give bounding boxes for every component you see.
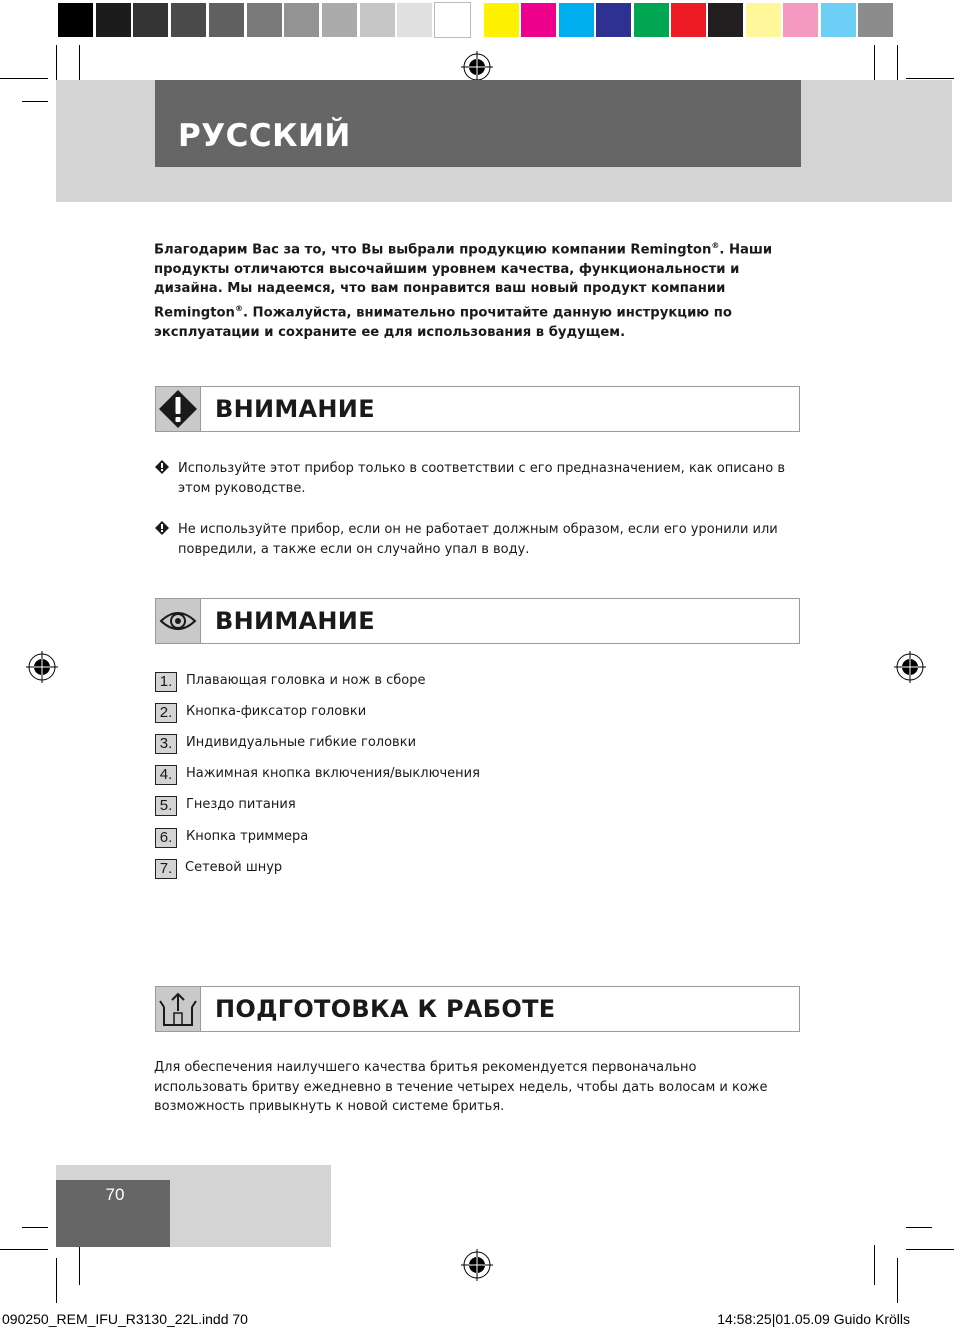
page-title: РУССКИЙ — [178, 118, 351, 154]
color-swatch — [634, 3, 669, 37]
warning-item — [155, 520, 795, 560]
slug-filename: 090250_REM_IFU_R3130_22L.indd 70 — [2, 1311, 248, 1327]
warning-text: Не используйте прибор, если он не работает должным образом, если его уронили или повредили, а также если он случайно упал в воду. — [178, 522, 778, 557]
warning-item — [155, 459, 795, 499]
part-label: Гнездо питания — [186, 797, 296, 812]
gray-swatch — [435, 3, 470, 37]
color-swatch — [671, 3, 706, 37]
part-label: Плавающая головка и нож в сборе — [186, 673, 426, 688]
part-number: 2. — [155, 703, 177, 723]
color-swatch — [484, 3, 519, 37]
registration-mark-right-icon — [894, 651, 926, 683]
color-swatch — [746, 3, 781, 37]
exclamation-icon — [156, 387, 201, 431]
part-number: 7. — [155, 859, 177, 879]
intro-text-1: Благодарим Вас за то, что Вы выбрали продукцию компании Remington — [154, 242, 712, 258]
part-label: Сетевой шнур — [185, 860, 283, 875]
page-number: 70 — [105, 1185, 125, 1204]
color-swatch — [783, 3, 818, 37]
gray-swatch — [133, 3, 168, 37]
gray-swatch — [247, 3, 282, 37]
prep-section-title: ПОДГОТОВКА К РАБОТЕ — [215, 995, 556, 1023]
warning-section-title: ВНИМАНИЕ — [215, 395, 375, 423]
gray-swatch — [360, 3, 395, 37]
color-swatch — [858, 3, 893, 37]
part-number: 3. — [155, 734, 177, 754]
warning-section-header — [155, 386, 800, 432]
part-number: 1. — [155, 672, 177, 692]
color-swatch — [521, 3, 556, 37]
gray-swatch — [58, 3, 93, 37]
registration-mark-top-icon — [461, 51, 493, 83]
unbox-icon — [156, 987, 201, 1031]
warning-text: Используйте этот прибор только в соответствии с его предназначением, как описано в этом руководстве. — [178, 461, 786, 496]
part-number: 6. — [155, 828, 177, 848]
prep-paragraph: Для обеспечения наилучшего качества бритья рекомендуется первоначально использовать бритву ежедневно в течение четырех недель, чтобы дать волосам и коже возможность привыкнуть к новой системе бритья. — [154, 1060, 768, 1114]
gray-swatch — [96, 3, 131, 37]
gray-swatch — [284, 3, 319, 37]
slug-timestamp: 14:58:25|01.05.09 Guido Krölls — [717, 1311, 910, 1327]
gray-swatch — [397, 3, 432, 37]
part-label: Индивидуальные гибкие головки — [186, 735, 417, 750]
gray-swatch — [171, 3, 206, 37]
part-label: Кнопка триммера — [186, 829, 309, 844]
prep-section-header — [155, 986, 800, 1032]
color-swatch — [708, 3, 743, 37]
registered-mark: ® — [234, 303, 243, 313]
parts-section-header — [155, 598, 800, 644]
color-swatch — [559, 3, 594, 37]
intro-text-2: . Наши продукты отличаются высочайшим уровнем качества, функциональности и дизайна. Мы надеемся, что вам понравится ваш новый продукт компании Remington — [154, 242, 773, 321]
part-number: 4. — [155, 765, 177, 785]
part-number: 5. — [155, 796, 177, 816]
warning-bullet-icon — [155, 460, 169, 474]
color-swatch — [821, 3, 856, 37]
registered-mark: ® — [711, 241, 720, 250]
parts-section-title: ВНИМАНИЕ — [215, 607, 375, 635]
gray-swatch — [209, 3, 244, 37]
registration-mark-bottom-icon — [461, 1249, 493, 1281]
intro-paragraph — [154, 236, 794, 342]
warning-bullet-icon — [155, 521, 169, 535]
part-label: Нажимная кнопка включения/выключения — [186, 766, 480, 781]
registration-mark-left-icon — [26, 651, 58, 683]
part-label: Кнопка-фиксатор головки — [186, 704, 367, 719]
color-swatch — [596, 3, 631, 37]
gray-swatch — [322, 3, 357, 37]
eye-icon — [156, 599, 201, 643]
intro-text-3: . Пожалуйста, внимательно прочитайте данную инструкцию по эксплуатации и сохраните ее для использования в будущем. — [154, 305, 732, 340]
